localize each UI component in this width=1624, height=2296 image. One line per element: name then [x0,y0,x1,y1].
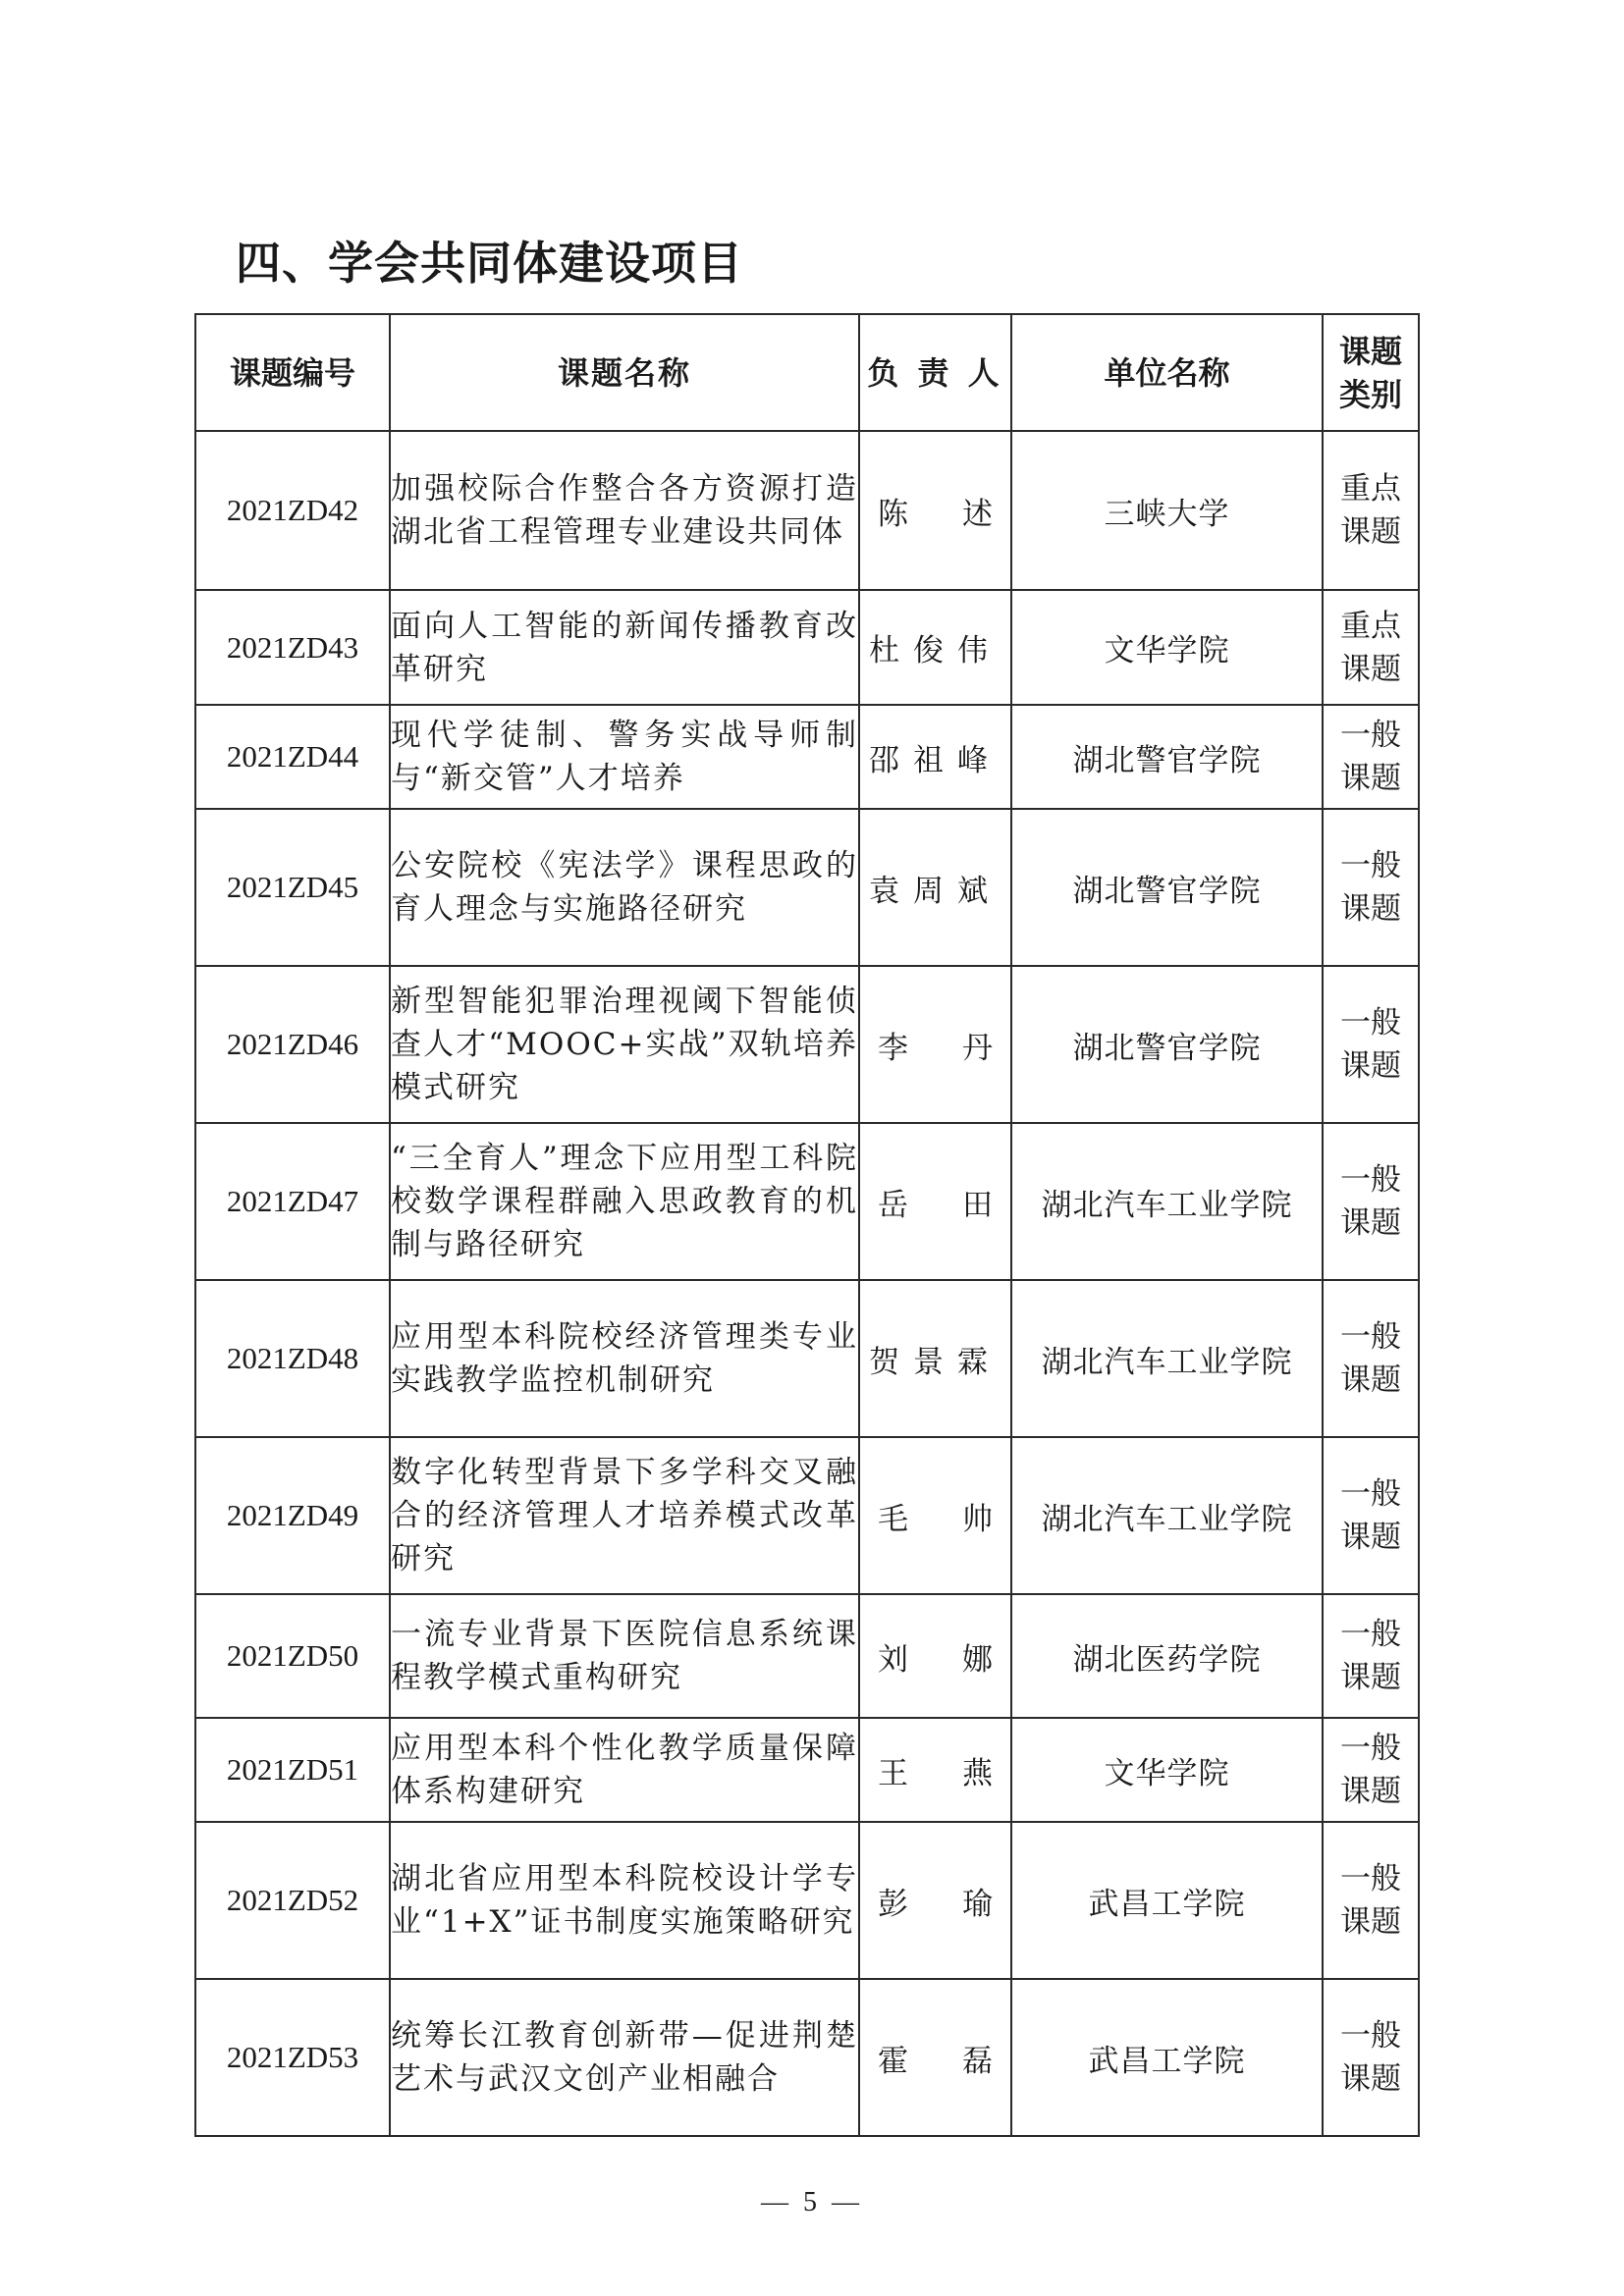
row-category-line2: 课题 [1340,891,1401,927]
row-person: 刘娜 [859,1594,1011,1718]
row-code: 2021ZD47 [195,1123,390,1280]
table-row [195,809,1419,966]
row-code: 2021ZD44 [195,705,390,809]
row-code: 2021ZD48 [195,1280,390,1437]
row-code: 2021ZD45 [195,809,390,966]
row-person: 袁周斌 [859,809,1011,966]
row-category-line1: 一般 [1340,1319,1401,1355]
row-category [1323,705,1419,809]
row-category-line2: 课题 [1340,514,1401,550]
header-code: 课题编号 [195,314,390,431]
row-category-line2: 课题 [1340,1904,1401,1940]
row-person: 陈述 [859,431,1011,590]
row-unit: 湖北医药学院 [1011,1594,1323,1718]
row-category [1323,1822,1419,1979]
section-title: 四、学会共同体建设项目 [236,237,743,290]
row-category-line1: 一般 [1340,2018,1401,2054]
row-category [1323,1437,1419,1594]
row-category-line1: 一般 [1340,1731,1401,1766]
row-code: 2021ZD51 [195,1718,390,1822]
header-category-line2: 类别 [1338,375,1402,413]
row-code: 2021ZD53 [195,1979,390,2136]
row-code: 2021ZD49 [195,1437,390,1594]
table-row [195,1594,1419,1718]
header-category [1323,314,1419,431]
row-unit: 湖北汽车工业学院 [1011,1437,1323,1594]
table-header-row [195,314,1419,431]
row-person: 贺景霖 [859,1280,1011,1437]
projects-table [194,313,1420,2137]
row-unit: 文华学院 [1011,590,1323,705]
row-unit: 湖北警官学院 [1011,809,1323,966]
row-category [1323,1594,1419,1718]
row-category-line2: 课题 [1340,1362,1401,1398]
row-unit: 武昌工学院 [1011,1822,1323,1979]
row-category-line1: 一般 [1340,1861,1401,1896]
row-category-line1: 重点 [1340,471,1401,507]
table-row [195,1822,1419,1979]
row-unit: 武昌工学院 [1011,1979,1323,2136]
row-category [1323,809,1419,966]
row-category-line2: 课题 [1340,1774,1401,1809]
row-category [1323,1718,1419,1822]
row-code: 2021ZD42 [195,431,390,590]
row-title: “三全育人”理念下应用型工科院校数学课程群融入思政教育的机制与路径研究 [390,1123,859,1280]
row-category-line2: 课题 [1340,761,1401,796]
row-code: 2021ZD43 [195,590,390,705]
row-person: 王燕 [859,1718,1011,1822]
row-unit: 三峡大学 [1011,431,1323,590]
table-row [195,705,1419,809]
row-title: 应用型本科院校经济管理类专业实践教学监控机制研究 [390,1280,859,1437]
header-title: 课题名称 [390,314,859,431]
page-number: — 5 — [761,2187,863,2217]
row-person: 彭瑜 [859,1822,1011,1979]
row-category-line1: 重点 [1340,608,1401,644]
row-category [1323,966,1419,1123]
row-category [1323,1280,1419,1437]
row-category-line1: 一般 [1340,1617,1401,1652]
row-unit: 湖北警官学院 [1011,966,1323,1123]
table-row [195,431,1419,590]
row-title: 新型智能犯罪治理视阈下智能侦查人才“MOOC+实战”双轨培养模式研究 [390,966,859,1123]
row-title: 公安院校《宪法学》课程思政的育人理念与实施路径研究 [390,809,859,966]
row-unit: 湖北汽车工业学院 [1011,1123,1323,1280]
row-title: 面向人工智能的新闻传播教育改革研究 [390,590,859,705]
table-row [195,1979,1419,2136]
header-person: 负 责 人 [859,314,1011,431]
row-code: 2021ZD52 [195,1822,390,1979]
row-code: 2021ZD46 [195,966,390,1123]
row-category-line2: 课题 [1340,1048,1401,1084]
row-category [1323,431,1419,590]
row-category-line2: 课题 [1340,1660,1401,1695]
table-row [195,966,1419,1123]
header-unit: 单位名称 [1011,314,1323,431]
row-person: 霍磊 [859,1979,1011,2136]
table-row [195,590,1419,705]
row-category-line2: 课题 [1340,2061,1401,2097]
row-title: 应用型本科个性化教学质量保障体系构建研究 [390,1718,859,1822]
row-title: 一流专业背景下医院信息系统课程教学模式重构研究 [390,1594,859,1718]
table-row [195,1718,1419,1822]
row-title: 统筹长江教育创新带—促进荆楚艺术与武汉文创产业相融合 [390,1979,859,2136]
row-category-line1: 一般 [1340,848,1401,883]
table-row [195,1123,1419,1280]
header-category-line1: 课题 [1338,332,1402,370]
row-category [1323,590,1419,705]
row-title: 加强校际合作整合各方资源打造湖北省工程管理专业建设共同体 [390,431,859,590]
row-title: 数字化转型背景下多学科交叉融合的经济管理人才培养模式改革研究 [390,1437,859,1594]
row-title: 现代学徒制、警务实战导师制与“新交管”人才培养 [390,705,859,809]
row-category [1323,1123,1419,1280]
row-person: 杜俊伟 [859,590,1011,705]
row-person: 邵祖峰 [859,705,1011,809]
row-category [1323,1979,1419,2136]
row-category-line1: 一般 [1340,1005,1401,1041]
row-code: 2021ZD50 [195,1594,390,1718]
table-row [195,1437,1419,1594]
row-unit: 湖北汽车工业学院 [1011,1280,1323,1437]
row-unit: 湖北警官学院 [1011,705,1323,809]
row-person: 岳田 [859,1123,1011,1280]
row-category-line2: 课题 [1340,651,1401,687]
row-category-line2: 课题 [1340,1520,1401,1555]
row-category-line1: 一般 [1340,1162,1401,1198]
row-person: 毛帅 [859,1437,1011,1594]
row-category-line2: 课题 [1340,1205,1401,1241]
row-category-line1: 一般 [1340,718,1401,753]
table-row [195,1280,1419,1437]
row-category-line1: 一般 [1340,1476,1401,1512]
row-title: 湖北省应用型本科院校设计学专业“1+X”证书制度实施策略研究 [390,1822,859,1979]
row-unit: 文华学院 [1011,1718,1323,1822]
row-person: 李丹 [859,966,1011,1123]
